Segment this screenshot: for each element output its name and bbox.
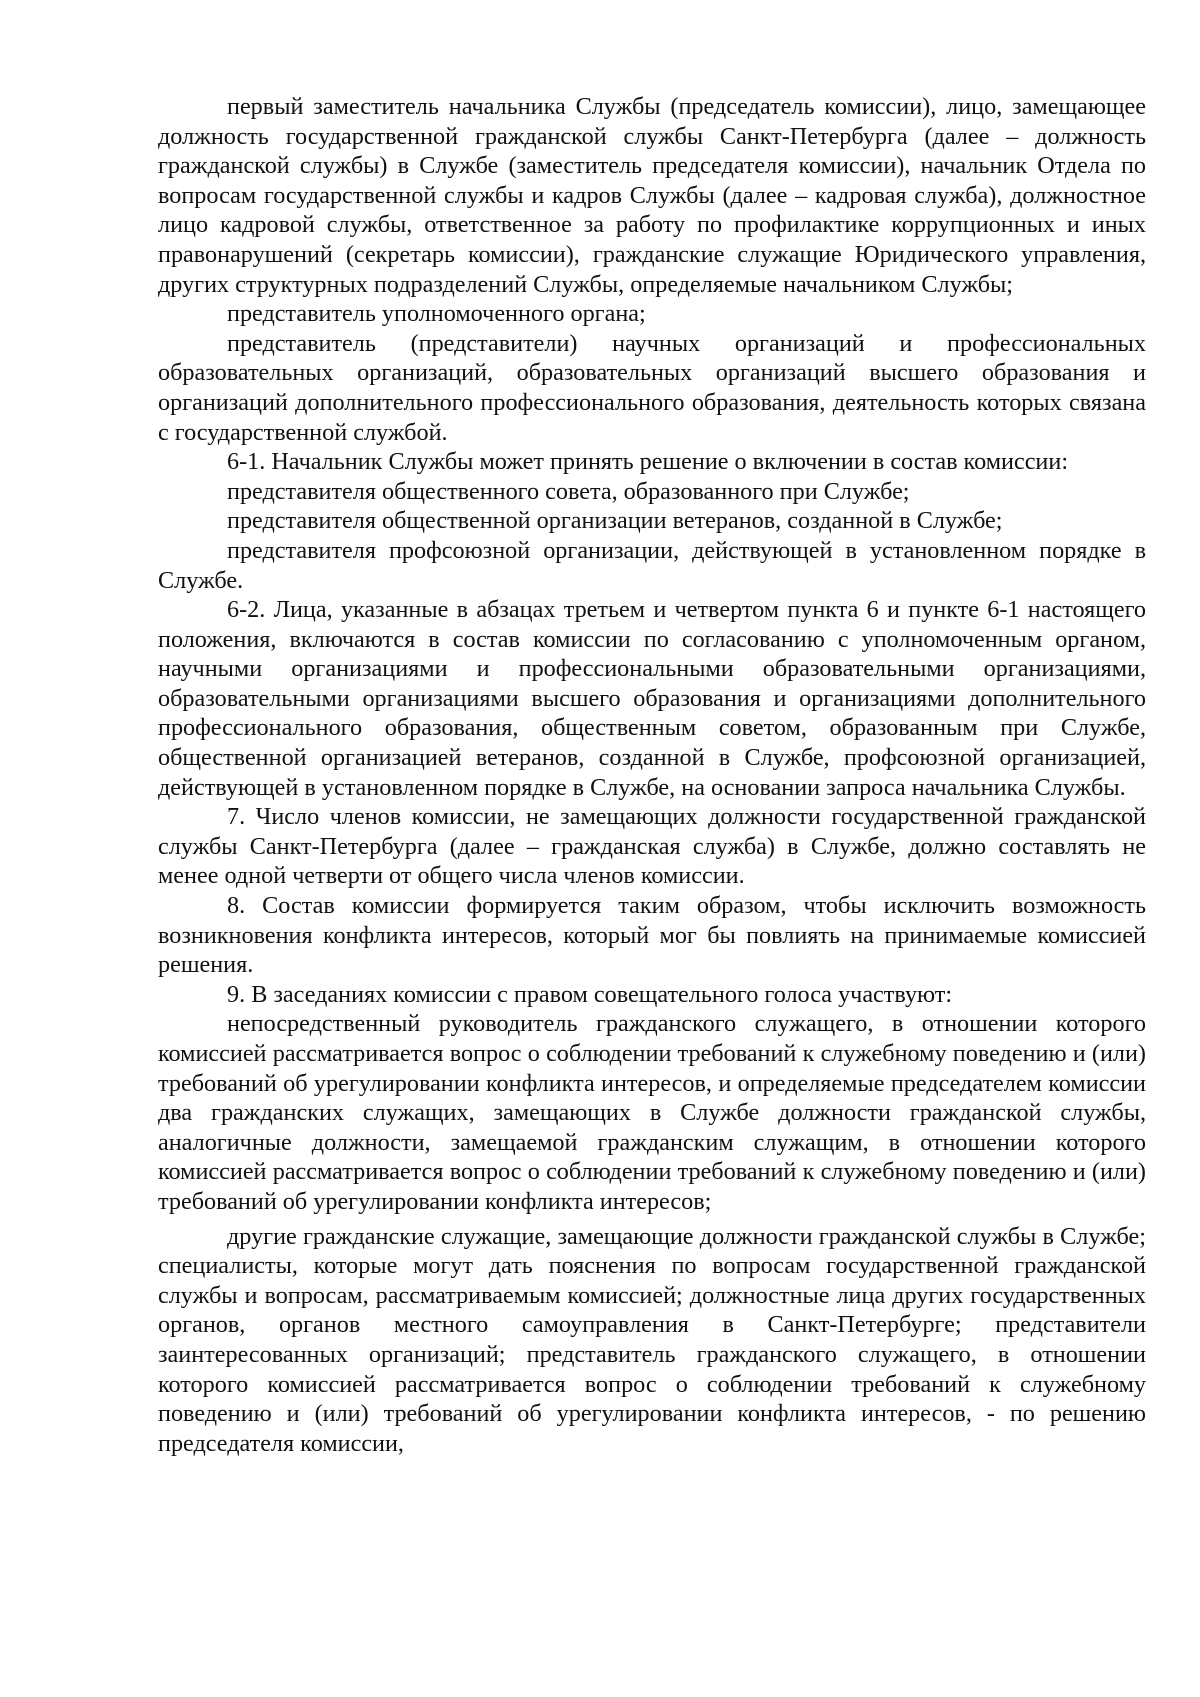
paragraph-scientific-organizations-representative: представитель (представители) научных организаций и профессиональных образовательных организаций, образовательных организаций высшего образования и организаций дополнительного профессионального образования, деятельность которых связана с государственной службой. <box>158 329 1146 446</box>
paragraph-clause-8: 8. Состав комиссии формируется таким образом, чтобы исключить возможность возникновения конфликта интересов, который мог бы повлиять на принимаемые комиссией решения. <box>158 892 1146 979</box>
paragraph-public-council-representative: представителя общественного совета, образованного при Службе; <box>227 477 910 505</box>
paragraph-clause-6-2: 6-2. Лица, указанные в абзацах третьем и четвертом пункта 6 и пункте 6-1 настоящего положения, включаются в состав комиссии по согласованию с уполномоченным органом, научными организациями и профессиональными образовательными организациями, образовательными организациями высшего образования и организациями дополнительного профессионального образования, общественным советом, образованным при Службе, общественной организацией ветеранов, созданной в Службе, профсоюзной организацией, действующей в установленном порядке в Службе, на основании запроса начальника Службы. <box>158 596 1146 801</box>
paragraph-clause-9: 9. В заседаниях комиссии с правом совещательного голоса участвуют: <box>227 980 953 1008</box>
paragraph-authorized-body-representative: представитель уполномоченного органа; <box>227 300 646 328</box>
paragraph-commission-members: первый заместитель начальника Службы (председатель комиссии), лицо, замещающее должность государственной гражданской службы Санкт-Петербурга (далее – должность гражданской службы) в Службе (заместитель председателя комиссии), начальник Отдела по вопросам государственной службы и кадров Службы (далее – кадровая служба), должностное лицо кадровой службы, ответственное за работу по профилактике коррупционных и иных правонарушений (секретарь комиссии), гражданские служащие Юридического управления, других структурных подразделений Службы, определяемые начальником Службы; <box>158 93 1146 298</box>
paragraph-veterans-organization-representative: представителя общественной организации ветеранов, созданной в Службе; <box>227 507 1003 535</box>
paragraph-clause-7: 7. Число членов комиссии, не замещающих должности государственной гражданской службы Санкт-Петербурга (далее – гражданская служба) в Службе, должно составлять не менее одной четверти от общего числа членов комиссии. <box>158 803 1146 890</box>
paragraph-direct-supervisor: непосредственный руководитель гражданского служащего, в отношении которого комиссией рассматривается вопрос о соблюдении требований к служебному поведению и (или) требований об урегулировании конфликта интересов, и определяемые председателем комиссии два гражданских служащих, замещающих в Службе должности гражданской службы, аналогичные должности, замещаемой гражданским служащим, в отношении которого комиссией рассматривается вопрос о соблюдении требований к служебному поведению и (или) требований об урегулировании конфликта интересов; <box>158 1010 1146 1215</box>
paragraph-trade-union-representative: представителя профсоюзной организации, действующей в установленном порядке в Службе. <box>158 536 1146 594</box>
paragraph-clause-6-1: 6-1. Начальник Службы может принять решение о включении в состав комиссии: <box>227 448 1069 476</box>
document-page <box>158 92 1146 1458</box>
paragraph-other-participants: другие гражданские служащие, замещающие должности гражданской службы в Службе; специалисты, которые могут дать пояснения по вопросам государственной гражданской службы и вопросам, рассматриваемым комиссией; должностные лица других государственных органов, органов местного самоуправления в Санкт-Петербурге; представители заинтересованных организаций; представитель гражданского служащего, в отношении которого комиссией рассматривается вопрос о соблюдении требований к служебному поведению и (или) требований об урегулировании конфликта интересов, - по решению председателя комиссии, <box>158 1222 1146 1457</box>
